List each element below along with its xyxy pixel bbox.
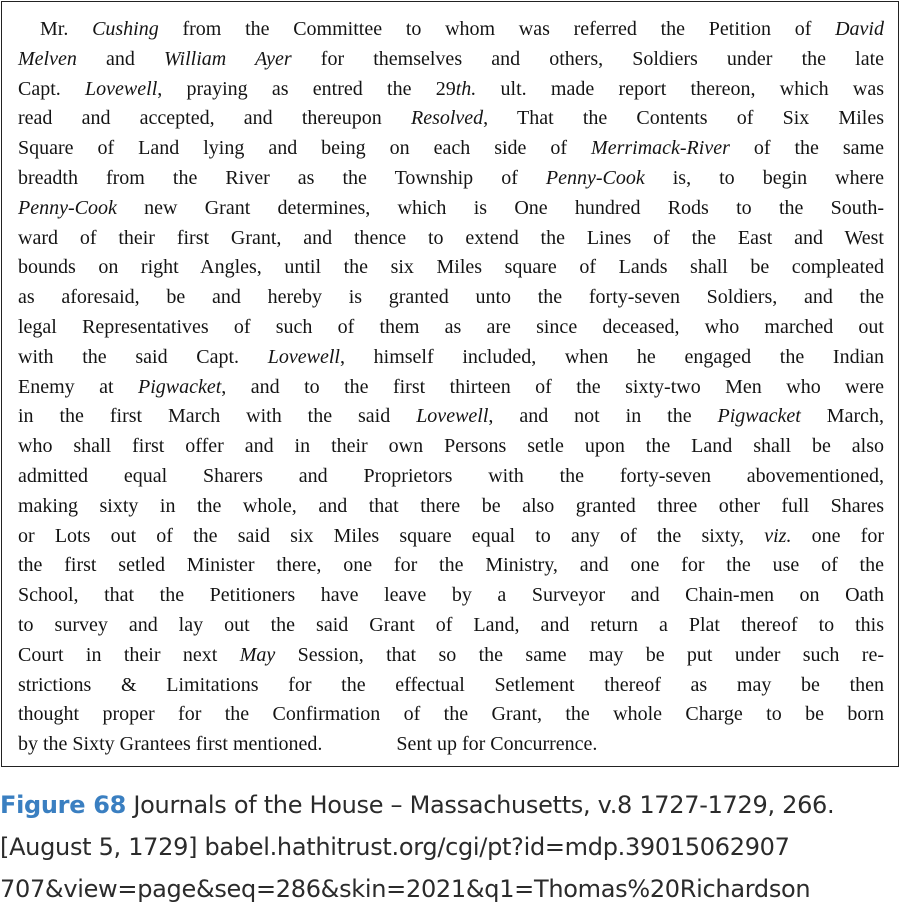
text-line: read and accepted, and thereupon Resolved, That the Contents of Six Miles <box>18 107 884 130</box>
figure-label: Figure 68 <box>0 791 127 819</box>
italic-text: Penny-Cook <box>18 196 117 219</box>
text-line: with the said Capt. Lovewell, himself included, when he engaged the Indian <box>18 345 885 368</box>
caption-line-1 <box>0 784 904 826</box>
italic-text: Penny-Cook <box>545 166 645 189</box>
italic-text: David <box>835 18 884 40</box>
italic-text: th. <box>455 77 477 100</box>
italic-text: Lovewell <box>85 77 158 100</box>
caption-line-3: 707&view=page&seq=286&skin=2021&q1=Thomas%20Richardson <box>0 875 811 903</box>
text-line: School, that the Petitioners have leave by a Surveyor and Chain-men on Oath <box>18 584 884 607</box>
italic-text: William Ayer <box>164 47 292 70</box>
text-line: Mr. Cushing from the Committee to whom was referred the Petition of David <box>40 18 884 40</box>
caption-line-2: [August 5, 1729] babel.hathitrust.org/cgi/pt?id=mdp.39015062907 <box>0 833 790 861</box>
text-line: as aforesaid, be and hereby is granted unto the forty-seven Soldiers, and the <box>18 286 884 309</box>
text-line: who shall first offer and in their own Persons setle upon the Land shall be also <box>18 435 884 458</box>
text-line: the first setled Minister there, one for the Ministry, and one for the use of the <box>18 554 884 577</box>
text-line: by the Sixty Grantees first mentioned. Sent up for Concurrence. <box>18 733 598 756</box>
italic-text: Lovewell <box>267 345 340 368</box>
document-scan <box>1 1 899 767</box>
italic-text: viz. <box>764 524 792 547</box>
italic-text: Cushing <box>92 18 159 40</box>
text-line: Square of Land lying and being on each side of Merrimack-River of the same <box>18 137 884 160</box>
text-line: legal Representatives of such of them as are since deceased, who marched out <box>18 315 884 338</box>
text-line: breadth from the River as the Township of Penny-Cook is, to begin where <box>18 166 884 189</box>
text-line: Melven and William Ayer for themselves and others, Soldiers under the late <box>18 47 885 70</box>
italic-text: Resolved <box>410 107 484 130</box>
text-line: Enemy at Pigwacket, and to the first thirteen of the sixty-two Men who were <box>18 375 884 398</box>
figure-caption <box>0 784 904 910</box>
text-line: admitted equal Sharers and Proprietors with the forty-seven abovementioned, <box>18 464 884 487</box>
italic-text: Melven <box>18 47 77 70</box>
italic-text: Merrimack-River <box>591 137 730 160</box>
text-line: Court in their next May Session, that so the same may be put under such re- <box>18 643 884 666</box>
text-line: thought proper for the Confirmation of the Grant, the whole Charge to be born <box>18 703 884 726</box>
italic-text: Pigwacket <box>717 405 801 428</box>
sent-up-note: Sent up for Concurrence. <box>396 733 598 756</box>
text-line: in the first March with the said Lovewell, and not in the Pigwacket March, <box>18 405 884 428</box>
text-line: bounds on right Angles, until the six Miles square of Lands shall be compleated <box>18 256 884 279</box>
italic-text: May <box>239 643 276 666</box>
text-line: or Lots out of the said six Miles square equal to any of the sixty, viz. one for <box>18 524 884 547</box>
text-line: Capt. Lovewell, praying as entred the 29th. ult. made report thereon, which was <box>18 77 884 100</box>
text-line: making sixty in the whole, and that there be also granted three other full Shares <box>18 494 884 517</box>
italic-text: Pigwacket <box>137 375 222 398</box>
text-line: Penny-Cook new Grant determines, which is One hundred Rods to the South- <box>18 196 884 219</box>
text-line: strictions & Limitations for the effectual Setlement thereof as may be then <box>18 673 884 696</box>
text-line: ward of their first Grant, and thence to extend the Lines of the East and West <box>18 226 884 249</box>
text-line: to survey and lay out the said Grant of Land, and return a Plat thereof to this <box>18 613 884 636</box>
caption-title: Journals of the House – Massachusetts, v.8 1727-1729, 266. <box>126 791 835 819</box>
italic-text: Lovewell <box>416 405 489 428</box>
